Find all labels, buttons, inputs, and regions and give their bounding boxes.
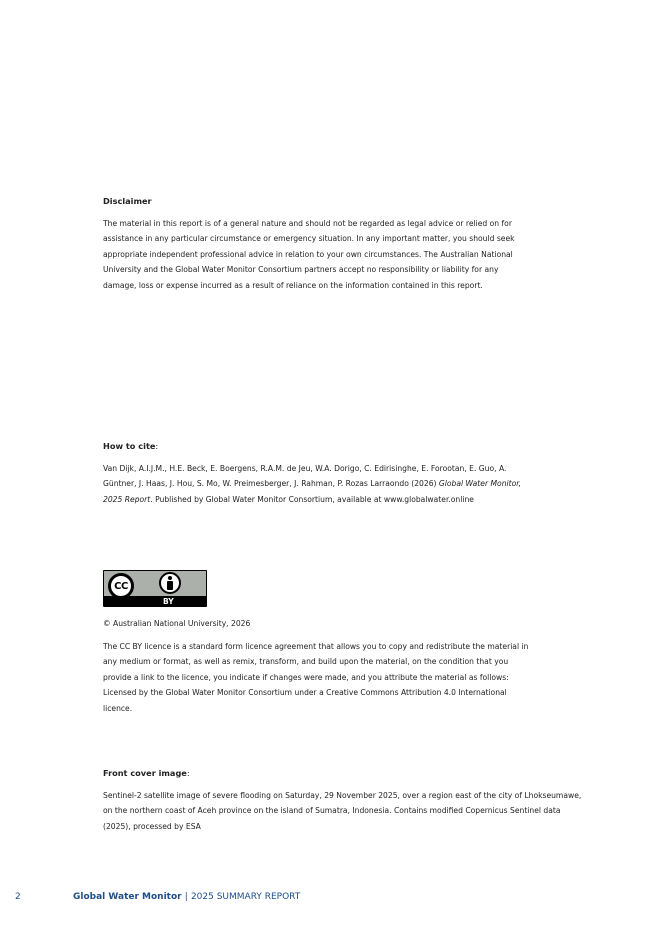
- copyright-notice: © Australian National University, 2026: [103, 619, 251, 628]
- citation-section: [103, 440, 603, 507]
- citation-title: Global Water Monitor,: [438, 479, 522, 489]
- cc-icon: [108, 573, 134, 599]
- licence-line: provide a link to the licence, you indicate if changes were made, and you attribute the material as follows:: [103, 672, 509, 682]
- disclaimer-section: [103, 195, 603, 293]
- citation-heading-text: How to cite: [103, 441, 156, 451]
- cover-line: on the northern coast of Aceh province on the island of Sumatra, Indonesia. Contains modified Copernicus Sentinel data: [103, 806, 561, 816]
- licence-line: The CC BY licence is a standard form licence agreement that allows you to copy and redistribute the material in: [103, 642, 529, 651]
- cover-image-text: [103, 788, 603, 834]
- cover-line: (2025), processed by ESA: [103, 821, 201, 831]
- disclaimer-line: appropriate independent professional advice in relation to your own circumstances. The Australian National: [103, 249, 513, 259]
- footer-subtitle: 2025 SUMMARY REPORT: [190, 892, 301, 902]
- licence-line: Licensed by the Global Water Monitor Consortium under a Creative Commons Attribution 4.0 International: [103, 688, 507, 698]
- footer-brand-name: Global Water Monitor: [73, 892, 182, 902]
- citation-line: Güntner, J. Haas, J. Hou, S. Mo, W. Preimesberger, J. Rahman, P. Rozas Larraondo (2026): [103, 479, 439, 489]
- cover-heading-text: Front cover image: [103, 768, 187, 778]
- licence-section: [103, 570, 603, 716]
- cover-line: Sentinel-2 satellite image of severe flooding on Saturday, 29 November 2025, over a region east of the city of Lhokseumawe,: [103, 791, 582, 800]
- attribution-person-icon: [159, 572, 181, 594]
- cc-icon-text: CC: [114, 580, 128, 592]
- citation-line: . Published by Global Water Monitor Consortium, available at www.globalwater.online: [150, 494, 474, 504]
- disclaimer-heading: Disclaimer: [103, 196, 152, 206]
- disclaimer-line: damage, loss or expense incurred as a result of reliance on the information contained in this report.: [103, 280, 483, 290]
- footer-brand: [73, 891, 300, 903]
- disclaimer-line: assistance in any particular circumstance or emergency situation. In any important matter, you should seek: [103, 234, 515, 244]
- badge-by-label: BY: [163, 597, 174, 606]
- page-number: 2: [15, 892, 21, 902]
- citation-title: 2025 Report: [103, 494, 151, 504]
- cover-image-section: [103, 767, 603, 834]
- disclaimer-line: The material in this report is of a general nature and should not be regarded as legal advice or relied on for: [103, 219, 512, 228]
- licence-text: [103, 639, 543, 716]
- citation-heading: [103, 440, 603, 452]
- citation-text: [103, 461, 543, 507]
- cc-by-licence-badge[interactable]: [103, 570, 207, 607]
- licence-line: any medium or format, as well as remix, transform, and build upon the material, on the condition that you: [103, 657, 509, 667]
- disclaimer-line: University and the Global Water Monitor Consortium partners accept no responsibility or liability for any: [103, 265, 499, 275]
- disclaimer-text: [103, 216, 543, 293]
- footer-separator: |: [184, 892, 188, 902]
- cover-image-heading: [103, 767, 603, 779]
- citation-line: Van Dijk, A.I.J.M., H.E. Beck, E. Boergens, R.A.M. de Jeu, W.A. Dorigo, C. Edirisinghe, E. Forootan, E. Guo, A.: [103, 464, 507, 473]
- page-footer: [0, 891, 662, 905]
- citation-heading-colon: :: [155, 441, 159, 451]
- licence-line: licence.: [103, 703, 133, 713]
- cover-heading-colon: :: [186, 768, 190, 778]
